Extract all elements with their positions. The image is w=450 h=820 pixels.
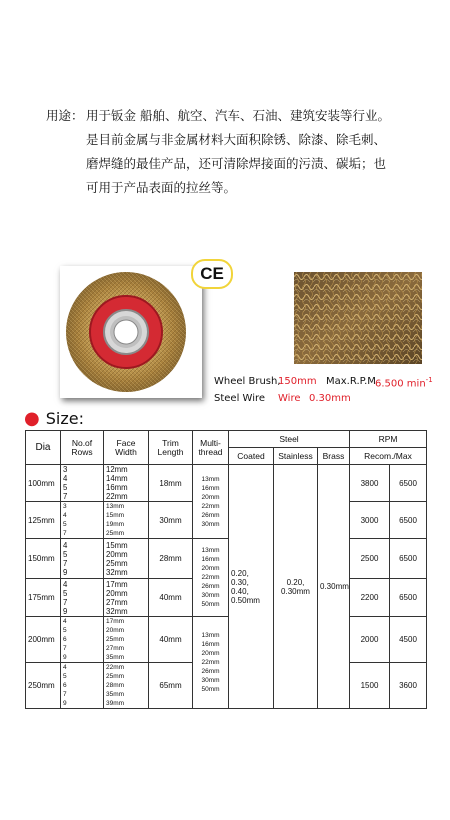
rows-cell: 4 5 6 7 9 [61, 663, 104, 709]
header-trim-length: Trim Length [149, 431, 193, 465]
steel-wire-label: Steel Wire [214, 393, 266, 404]
rpm-recom-cell: 3800 [350, 465, 390, 502]
header-face-width: Face Width [104, 431, 149, 465]
usage-line-2: 是目前金属与非金属材料大面积除锈、除漆、除毛刺、 [86, 132, 387, 147]
brass-cell: 0.30mm [318, 465, 350, 709]
rpm-max-cell: 6500 [390, 579, 427, 617]
rpm-recom-cell: 2000 [350, 617, 390, 663]
dia-cell: 150mm [26, 539, 61, 579]
face-width-cell: 12mm 14mm 16mm 22mm [104, 465, 149, 502]
multithread-cell: 13mm 16mm 20mm 22mm 26mm 30mm 50mm [193, 617, 229, 709]
header-stainless: Stainless [274, 448, 318, 465]
multithread-cell: 13mm 16mm 20mm 22mm 26mm 30mm [193, 465, 229, 539]
face-width-cell: 15mm 20mm 25mm 32mm [104, 539, 149, 579]
rpm-max-cell: 6500 [390, 502, 427, 539]
header-rpm: RPM [350, 431, 427, 448]
dia-cell: 125mm [26, 502, 61, 539]
rpm-max-cell: 3600 [390, 663, 427, 709]
trim-length-cell: 30mm [149, 502, 193, 539]
bullet-icon: ● [24, 408, 40, 429]
face-width-cell: 17mm 20mm 25mm 27mm 35mm [104, 617, 149, 663]
coated-cell: 0.20, 0.30, 0.40, 0.50mm [229, 465, 274, 709]
rows-cell: 4 5 6 7 9 [61, 617, 104, 663]
trim-length-cell: 40mm [149, 617, 193, 663]
rpm-recom-cell: 2200 [350, 579, 390, 617]
stainless-cell: 0.20, 0.30mm [274, 465, 318, 709]
header-coated: Coated [229, 448, 274, 465]
max-rpm-label: Max.R.P.M [326, 376, 376, 387]
rpm-max-cell: 6500 [390, 465, 427, 502]
size-heading: ● Size: [24, 408, 84, 429]
rpm-recom-cell: 1500 [350, 663, 390, 709]
wire-closeup-image [294, 272, 422, 364]
rpm-max-cell: 4500 [390, 617, 427, 663]
face-width-cell: 22mm 25mm 28mm 35mm 39mm [104, 663, 149, 709]
rpm-recom-cell: 2500 [350, 539, 390, 579]
wire-label: Wire [278, 393, 301, 404]
header-dia: Dia [26, 431, 61, 465]
rpm-max-cell: 6500 [390, 539, 427, 579]
table-row [26, 465, 427, 502]
usage-line-1: 用于钣金 船舶、航空、汽车、石油、建筑安装等行业。 [86, 108, 390, 123]
multithread-cell: 13mm 16mm 20mm 22mm 26mm 30mm 50mm [193, 539, 229, 617]
wire-size: 0.30mm [309, 393, 351, 404]
header-steel: Steel [229, 431, 350, 448]
header-brass: Brass [318, 448, 350, 465]
trim-length-cell: 18mm [149, 465, 193, 502]
ce-mark: CE [191, 259, 233, 289]
usage-line-3: 磨焊缝的最佳产品，还可清除焊接面的污渍、碳垢；也 [86, 156, 387, 171]
rows-cell: 3 4 5 7 [61, 465, 104, 502]
wheel-brush-image [60, 266, 202, 398]
table-row [26, 617, 427, 663]
face-width-cell: 13mm 15mm 19mm 25mm [104, 502, 149, 539]
dia-cell: 100mm [26, 465, 61, 502]
wheel-brush-size: 150mm [278, 376, 317, 387]
size-spec-table [25, 430, 427, 709]
wheel-brush-photo [60, 266, 202, 398]
max-rpm-value: 6.500 $\min^{-1}$ [375, 376, 433, 390]
rows-cell: 4 5 7 9 [61, 579, 104, 617]
wire-closeup-photo [294, 272, 422, 364]
header-recom-max: Recom./Max [350, 448, 427, 465]
rpm-recom-cell: 3000 [350, 502, 390, 539]
trim-length-cell: 40mm [149, 579, 193, 617]
rows-cell: 3 4 5 7 [61, 502, 104, 539]
product-caption-line-2 [214, 393, 351, 404]
rows-cell: 4 5 7 9 [61, 539, 104, 579]
trim-length-cell: 65mm [149, 663, 193, 709]
trim-length-cell: 28mm [149, 539, 193, 579]
product-caption-line-1 [214, 376, 433, 390]
face-width-cell: 17mm 20mm 27mm 32mm [104, 579, 149, 617]
table-row [26, 539, 427, 579]
usage-description [46, 104, 426, 200]
dia-cell: 175mm [26, 579, 61, 617]
dia-cell: 200mm [26, 617, 61, 663]
usage-label: 用途： [46, 108, 84, 123]
header-rows: No.of Rows [61, 431, 104, 465]
wheel-brush-label: Wheel Brush, [214, 376, 281, 387]
header-multithread: Multi- thread [193, 431, 229, 465]
usage-line-4: 可用于产品表面的拉丝等。 [86, 180, 237, 195]
dia-cell: 250mm [26, 663, 61, 709]
